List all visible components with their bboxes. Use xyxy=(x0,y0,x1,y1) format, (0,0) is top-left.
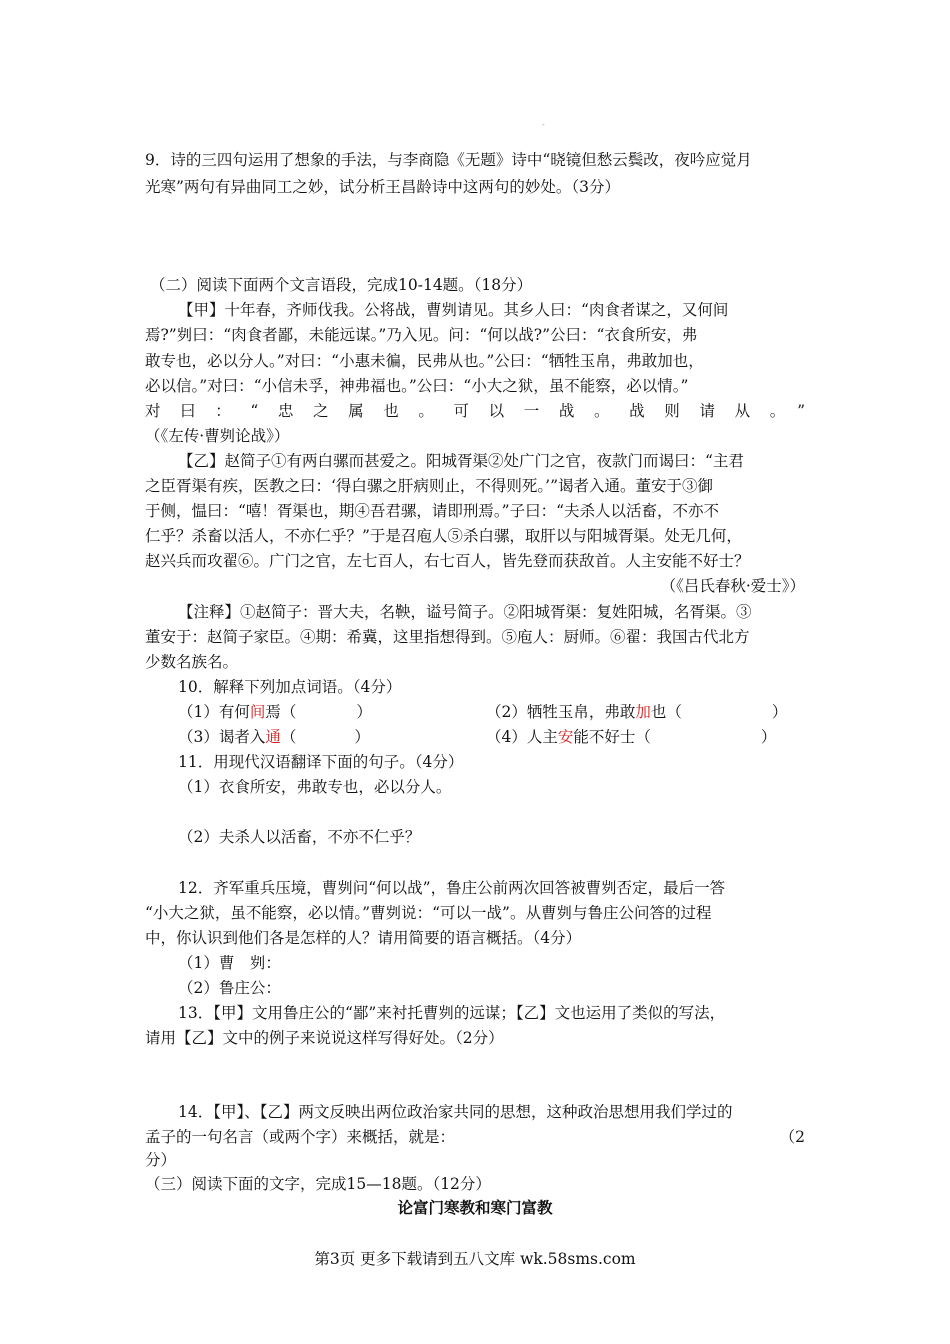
q11-sentence-1: （1）衣食所安，弗敢专也，必以分人。 xyxy=(178,778,452,796)
q10-item-1 xyxy=(178,700,478,724)
header-mark: - xyxy=(542,120,545,129)
section3-title: 论富门寒教和寒门富教 xyxy=(397,1199,553,1217)
q13-line-1: 13．【甲】文用鲁庄公的“鄙”来衬托曹刿的远谋；【乙】文也运用了类似的写法， xyxy=(178,1004,726,1022)
jia-line-4: 必以信。”对曰：“小信未孚，神弗福也。”公曰：“小大之狱，虽不能察，必以情。” xyxy=(145,377,689,395)
q10-item-2 xyxy=(486,700,806,724)
yi-line-5: 赵兴兵而攻翟⑥。广门之官，左七百人，右七百人，皆先登而获敌首。人主安能不好士？ xyxy=(145,552,750,570)
jia-line-2: 焉?”刿曰：“肉食者鄙，未能远谋。”乃入见。问：“何以战?”公曰：“衣食所安，弗 xyxy=(145,326,698,344)
q12-line-2: “小大之狱，虽不能察，必以情。”曹刿说：“可以一战”。从曹刿与鲁庄公问答的过程 xyxy=(145,904,712,922)
yi-line-4: 仁乎？杀畜以活人，不亦仁乎？”于是召庖人⑤杀白骡，取肝以与阳城胥渠。处无几何， xyxy=(145,527,742,545)
notes-line-2: 董安于：赵简子家臣。④期：希冀，这里指想得到。⑤庖人：厨师。⑥翟：我国古代北方 xyxy=(145,628,750,646)
q12-line-1: 12．齐军重兵压境，曹刿问“何以战”，鲁庄公前两次回答被曹刿否定，最后一答 xyxy=(178,879,726,897)
q10-item-1-close: ） xyxy=(356,703,372,721)
q9-line-2: 光寒”两句有异曲同工之妙，试分析王昌龄诗中这两句的妙处。（3分） xyxy=(145,178,621,196)
q9-line-1: 9．诗的三四句运用了想象的手法，与李商隐《无题》诗中“晓镜但愁云鬓改，夜吟应觉月 xyxy=(145,151,752,169)
q10-item-3-key: 通 xyxy=(265,728,281,746)
q14-line-3: 分） xyxy=(145,1151,177,1169)
q11-stem: 11．用现代汉语翻译下面的句子。（4分） xyxy=(178,753,464,771)
q10-item-1-pre: （1）有何 xyxy=(178,703,250,721)
q14-line-2-left: 孟子的一句名言（或两个字）来概括，就是： xyxy=(145,1128,456,1146)
q10-item-1-post: 焉（ xyxy=(265,703,297,721)
q10-item-2-key: 加 xyxy=(635,703,651,721)
jia-line-1: 【甲】十年春，齐师伐我。公将战，曹刿请见。其乡人曰：“肉食者谋之，又何间 xyxy=(178,301,729,319)
q10-item-4-pre: （4）人主 xyxy=(486,728,558,746)
q10-item-2-pre: （2）牺牲玉帛，弗敢 xyxy=(486,703,636,721)
q10-item-2-close: ） xyxy=(771,703,788,721)
q13-line-2: 请用【乙】文中的例子来说说这样写得好处。（2分） xyxy=(145,1029,504,1047)
q11-sentence-2: （2）夫杀人以活畜，不亦不仁乎？ xyxy=(178,828,421,846)
q12-answer-1: （1）曹 刿： xyxy=(178,954,281,972)
q10-item-4-post: 能不好士（ xyxy=(573,728,651,746)
notes-line-1: 【注释】①赵简子：晋大夫，名鞅，谥号简子。②阳城胥渠：复姓阳城，名胥渠。③ xyxy=(178,603,752,621)
yi-line-2: 之臣胥渠有疾，医教之曰：‘得白骡之肝病则止，不得则死。’”谒者入通。董安于③御 xyxy=(145,477,714,495)
notes-line-3: 少数名族名。 xyxy=(145,653,239,671)
q14-line-2-right: （2 xyxy=(779,1128,805,1146)
jia-line-3: 敢专也，必以分人。”对曰：“小惠未徧，民弗从也。”公曰：“牺牲玉帛，弗敢加也， xyxy=(145,352,704,370)
q14-line-1: 14．【甲】、【乙】两文反映出两位政治家共同的思想，这种政治思想用我们学过的 xyxy=(178,1103,733,1121)
section3-heading: （三）阅读下面的文字，完成15—18题。（12分） xyxy=(145,1175,491,1193)
q10-item-3-pre: （3）谒者入 xyxy=(178,728,266,746)
q10-stem: 10．解释下列加点词语。（4分） xyxy=(178,678,402,696)
yi-line-1: 【乙】赵简子①有两白骡而甚爱之。阳城胥渠②处广门之官，夜款门而谒曰：“主君 xyxy=(178,452,744,470)
yi-source: （《吕氏春秋·爱士》） xyxy=(660,577,805,595)
q12-answer-2: （2）鲁庄公： xyxy=(178,979,281,997)
q10-item-1-key: 间 xyxy=(249,703,266,721)
q10-item-4-close: ） xyxy=(760,728,777,746)
q10-item-3 xyxy=(178,725,478,749)
jia-source: （《左传·曹刿论战》） xyxy=(145,427,290,445)
page-footer: 第3页 更多下载请到五八文库 wk.58sms.com xyxy=(314,1250,636,1268)
yi-line-3: 于侧，愠曰：“嘻！胥渠也，期④吾君骡，请即刑焉。”子曰：“夫杀人以活畜，不亦不 xyxy=(145,502,720,520)
q10-item-3-post: （ xyxy=(280,728,297,746)
q10-item-4 xyxy=(486,725,806,749)
q12-line-3: 中，你认识到他们各是怎样的人？请用简要的语言概括。（4分） xyxy=(145,929,582,947)
q10-item-4-key: 安 xyxy=(557,728,574,746)
jia-line-5: 对曰：“忠之属也。可以一战。战则请从。” xyxy=(145,402,805,420)
section2-heading: （二）阅读下面两个文言语段，完成10-14题。（18分） xyxy=(150,276,533,294)
q10-item-2-post: 也（ xyxy=(650,703,682,721)
q10-item-3-close: ） xyxy=(354,728,370,746)
